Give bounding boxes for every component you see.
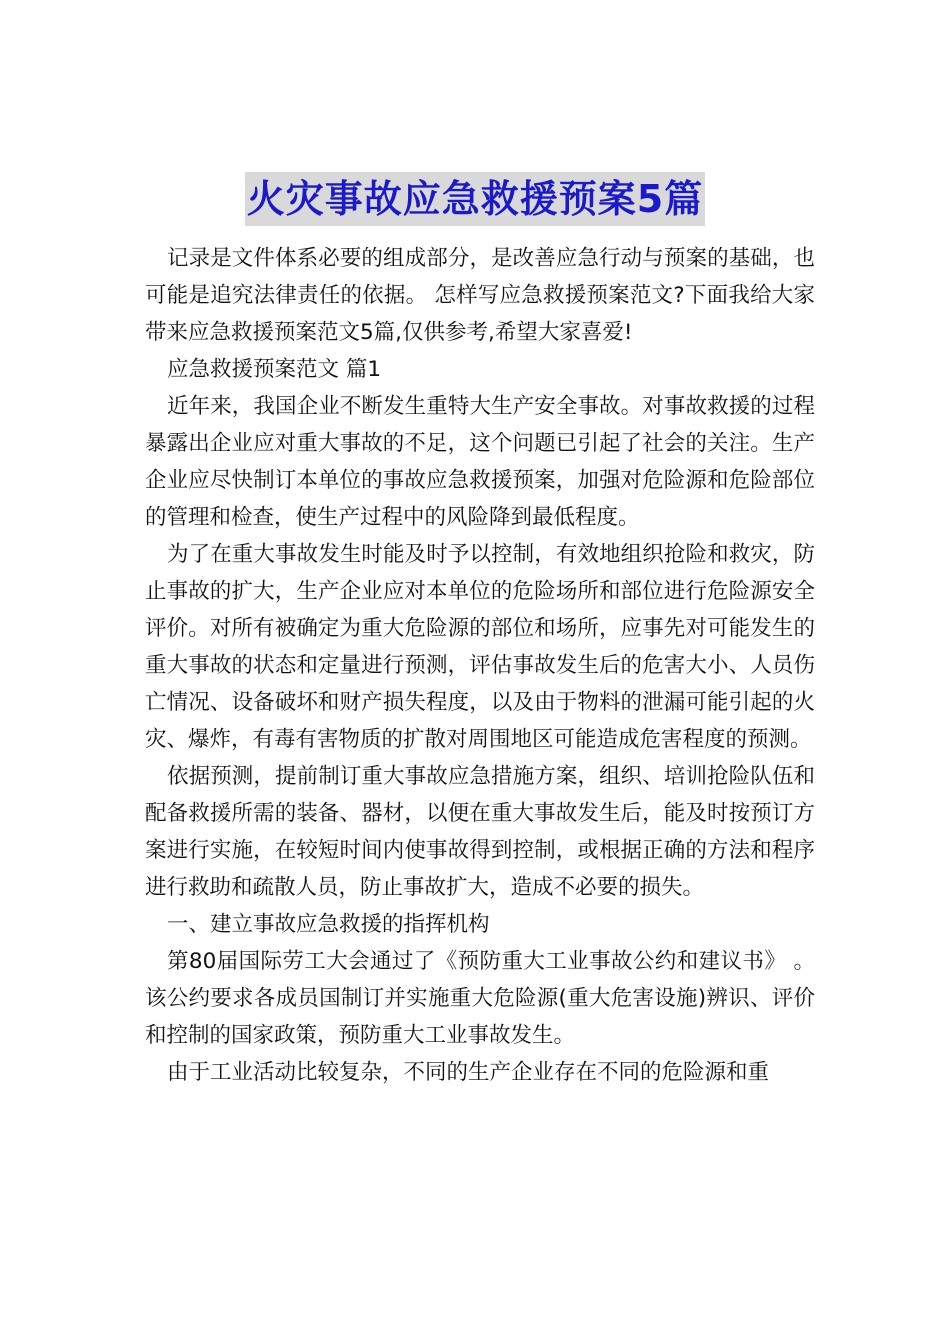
section-heading: 应急救援预案范文 篇1 <box>167 357 382 382</box>
section-heading: 一、建立事故应急救援的指挥机构 <box>167 912 490 937</box>
body-paragraph: 依据预测，提前制订重大事故应急措施方案，组织、培训抢险队伍和配备救援所需的装备、器材，以便在重大事故发生后，能及时按预订方案进行实施，在较短时间内使事故得到控制，或根据正确的方法和程序进行救助和疏散人员，防止事故扩大，造成不必要的损失。 <box>145 764 815 900</box>
body-paragraph: 为了在重大事故发生时能及时予以控制，有效地组织抢险和救灾，防止事故的扩大，生产企业应对本单位的危险场所和部位进行危险源安全评价。对所有被确定为重大危险源的部位和场所，应事先对可能发生的重大事故的状态和定量进行预测，评估事故发生后的危害大小、人员伤亡情况、设备破坏和财产损失程度，以及由于物料的泄漏可能引起的火灾、爆炸，有毒有害物质的扩散对周围地区可能造成危害程度的预测。 <box>145 542 815 752</box>
document-body <box>145 240 815 1091</box>
body-paragraph: 近年来，我国企业不断发生重特大生产安全事故。对事故救援的过程暴露出企业应对重大事故的不足，这个问题已引起了社会的关注。生产企业应尽快制订本单位的事故应急救援预案，加强对危险源和危险部位的管理和检查，使生产过程中的风险降到最低程度。 <box>145 394 815 530</box>
body-paragraph: 由于工业活动比较复杂，不同的生产企业存在不同的危险源和重 <box>167 1060 770 1085</box>
title-container <box>0 172 950 226</box>
body-paragraph: 第80届国际劳工大会通过了《预防重大工业事故公约和建议书》 。该公约要求各成员国制订并实施重大危险源(重大危害设施)辨识、评价和控制的国家政策，预防重大工业事故发生。 <box>145 949 815 1048</box>
document-title: 火灾事故应急救援预案5篇 <box>245 172 705 226</box>
intro-paragraph: 记录是文件体系必要的组成部分，是改善应急行动与预案的基础，也可能是追究法律责任的依据。 怎样写应急救援预案范文?下面我给大家带来应急救援预案范文5篇,仅供参考,希望大家喜爱! <box>145 246 815 345</box>
